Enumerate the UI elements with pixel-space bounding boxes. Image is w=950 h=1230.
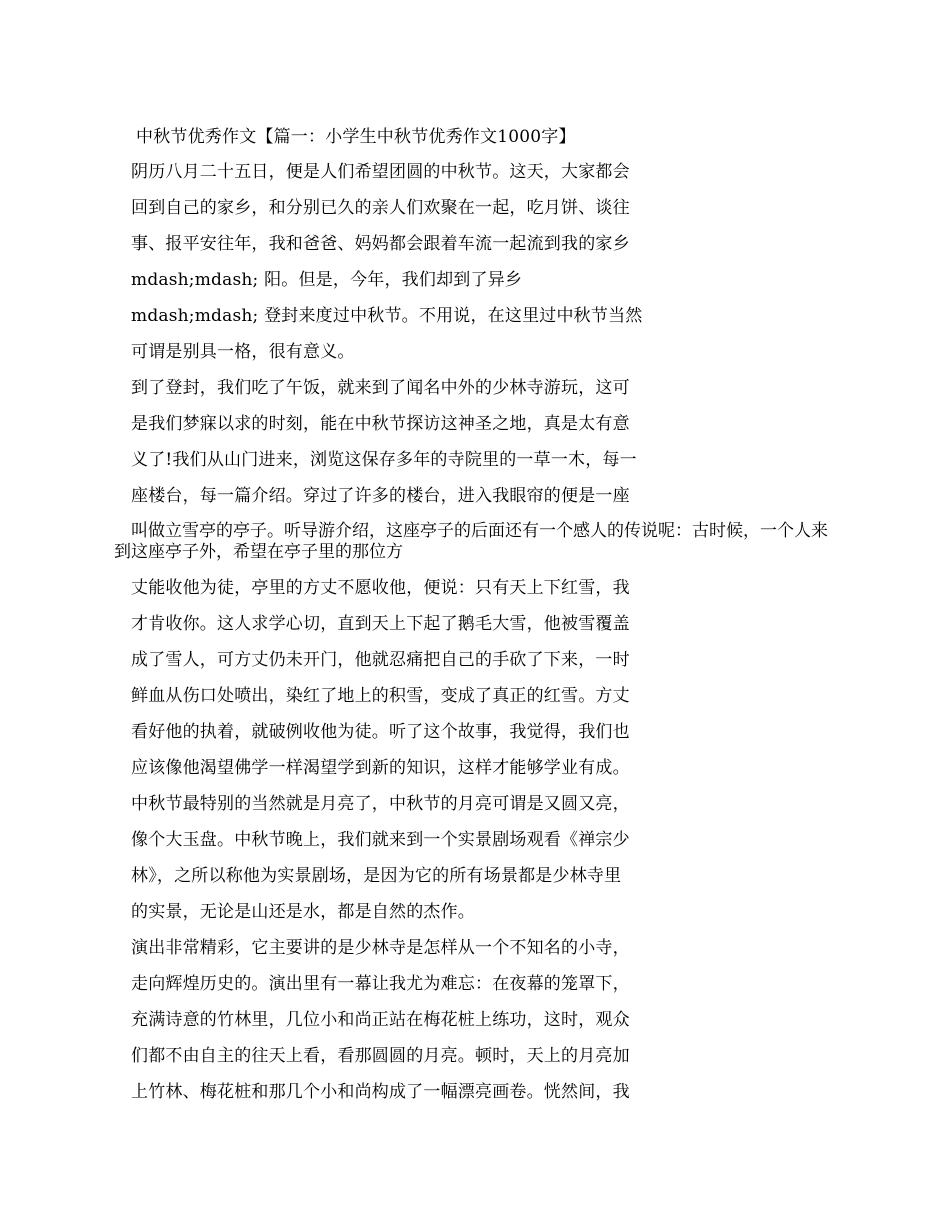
text-line: 的实景，无论是山还是水，都是自然的杰作。 (131, 902, 475, 922)
text-line: 鲜血从伤口处喷出，染红了地上的积雪，变成了真正的红雪。方丈 (131, 686, 630, 706)
text-line: 丈能收他为徒，亭里的方丈不愿收他，便说：只有天上下红雪，我 (131, 578, 630, 598)
text-line: mdash;mdash; 阳。但是，今年，我们却到了异乡 (131, 270, 523, 290)
text-line: 阴历八月二十五日，便是人们希望团圆的中秋节。这天，大家都会 (131, 162, 630, 182)
text-line: mdash;mdash; 登封来度过中秋节。不用说，在这里过中秋节当然 (131, 306, 643, 326)
text-line: 林》，之所以称他为实景剧场，是因为它的所有场景都是少林寺里 (131, 866, 622, 886)
text-line: 回到自己的家乡，和分别已久的亲人们欢聚在一起，吃月饼、谈往 (131, 198, 630, 218)
text-line: 成了雪人，可方丈仍未开门，他就忍痛把自己的手砍了下来，一时 (131, 650, 630, 670)
text-line: 事、报平安往年，我和爸爸、妈妈都会跟着车流一起流到我的家乡 (131, 234, 630, 254)
text-line: 像个大玉盘。中秋节晚上，我们就来到一个实景剧场观看《禅宗少 (131, 830, 630, 850)
text-line-wrapped: 叫做立雪亭的亭子。听导游介绍，这座亭子的后面还有一个感人的传说呢：古时候，一个人来到这座亭子外，希望在亭子里的那位方 (114, 521, 828, 562)
text-line: 上竹林、梅花桩和那几个小和尚构成了一幅漂亮画卷。恍然间，我 (131, 1082, 630, 1102)
text-line: 中秋节最特别的当然就是月亮了，中秋节的月亮可谓是又圆又亮， (131, 794, 630, 814)
text-line: 可谓是别具一格，很有意义。 (131, 342, 355, 362)
text-line: 是我们梦寐以求的时刻，能在中秋节探访这神圣之地，真是太有意 (131, 414, 630, 434)
text-line: 充满诗意的竹林里，几位小和尚正站在梅花桩上练功，这时，观众 (131, 1010, 630, 1030)
document-title: 中秋节优秀作文【篇一：小学生中秋节优秀作文1000字】 (136, 127, 576, 147)
text-line: 义了!我们从山门进来，浏览这保存多年的寺院里的一草一木，每一 (131, 450, 637, 470)
text-line: 应该像他渴望佛学一样渴望学到新的知识，这样才能够学业有成。 (131, 758, 630, 778)
text-line: 走向辉煌历史的。演出里有一幕让我尤为难忘：在夜幕的笼罩下， (131, 974, 630, 994)
text-line: 看好他的执着，就破例收他为徒。听了这个故事，我觉得，我们也 (131, 722, 630, 742)
text-line: 们都不由自主的往天上看，看那圆圆的月亮。顿时，天上的月亮加 (131, 1046, 630, 1066)
text-line: 到了登封，我们吃了午饭，就来到了闻名中外的少林寺游玩，这可 (131, 378, 630, 398)
text-line: 座楼台，每一篇介绍。穿过了许多的楼台，进入我眼帘的便是一座 (131, 486, 630, 506)
text-line: 演出非常精彩，它主要讲的是少林寺是怎样从一个不知名的小寺， (131, 938, 630, 958)
text-line: 才肯收你。这人求学心切，直到天上下起了鹅毛大雪，他被雪覆盖 (131, 614, 630, 634)
